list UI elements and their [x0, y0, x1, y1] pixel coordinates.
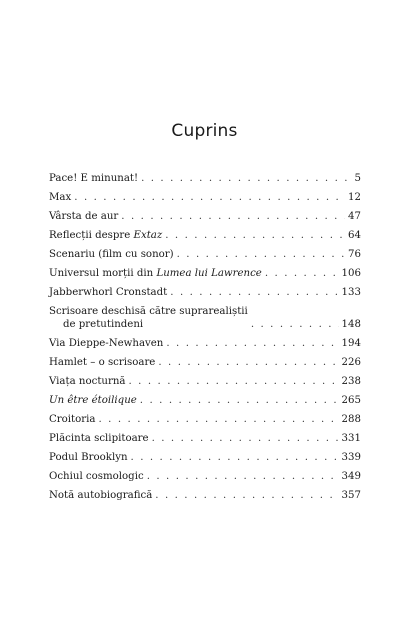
toc-page-number: 76	[348, 249, 361, 260]
toc-entry	[49, 388, 361, 407]
dot-leader	[177, 248, 345, 261]
toc-entry-title: Viața nocturnă	[49, 376, 126, 387]
dot-leader	[170, 286, 338, 299]
toc-entry	[49, 483, 361, 502]
toc-entry	[49, 299, 361, 331]
dot-leader	[128, 375, 338, 388]
toc-entry-title: Un être étoilique	[49, 395, 137, 406]
dot-leader	[155, 489, 338, 502]
toc-page-number: 64	[348, 230, 361, 241]
dot-leader	[158, 356, 338, 369]
toc-entry-title: Vârsta de aur	[49, 211, 119, 222]
toc-entry	[49, 369, 361, 388]
toc-page-number: 339	[341, 452, 361, 463]
toc-entry-title-line2: de pretutindeni	[63, 319, 144, 330]
dot-leader	[121, 210, 345, 223]
toc-page-number: 238	[341, 376, 361, 387]
toc-entry-title: Via Dieppe-Newhaven	[49, 338, 164, 349]
dot-leader	[140, 394, 339, 407]
dot-leader	[131, 451, 339, 464]
toc-entry-title	[49, 229, 162, 242]
dot-leader	[99, 413, 339, 426]
toc-entry-title: Notă autobiografică	[49, 490, 153, 501]
dot-leader	[147, 470, 339, 483]
toc-entry	[49, 223, 361, 242]
toc-entry-title	[49, 267, 262, 280]
toc-entry	[49, 242, 361, 261]
toc-page-number: 148	[341, 319, 361, 330]
toc-entry-title: Plăcinta sclipitoare	[49, 433, 149, 444]
toc-page-number: 5	[354, 173, 361, 184]
toc-entry-title: Max	[49, 192, 72, 203]
toc-entry-title: Croitoria	[49, 414, 96, 425]
toc-entry	[49, 261, 361, 280]
toc-entry-title: Jabberwhorl Cronstadt	[49, 287, 168, 298]
toc-entry	[49, 407, 361, 426]
dot-leader	[165, 229, 345, 242]
toc-page-number: 349	[341, 471, 361, 482]
toc-entry	[49, 464, 361, 483]
toc-entry	[49, 350, 361, 369]
toc-page-number: 12	[348, 192, 361, 203]
dot-leader	[152, 432, 339, 445]
dot-leader	[141, 172, 351, 185]
toc-page-number: 194	[341, 338, 361, 349]
dot-leader	[74, 191, 345, 204]
toc-entry	[49, 204, 361, 223]
toc-entry	[49, 166, 361, 185]
toc-entry-title: Ochiul cosmologic	[49, 471, 144, 482]
toc-entry-title: Pace! E minunat!	[49, 173, 139, 184]
toc-entry-title-text: Reflecții despre	[49, 230, 134, 241]
toc-entry	[49, 426, 361, 445]
toc-entry	[49, 331, 361, 350]
table-of-contents	[49, 166, 361, 502]
dot-leader	[251, 318, 339, 331]
toc-entry	[49, 185, 361, 204]
toc-page-number: 133	[341, 287, 361, 298]
toc-entry-title: Hamlet – o scrisoare	[49, 357, 156, 368]
toc-entry-title-line1: Scrisoare deschisă către suprarealiștii	[49, 306, 248, 317]
dot-leader	[166, 337, 338, 350]
toc-page-number: 47	[348, 211, 361, 222]
toc-entry-title: Scenariu (film cu sonor)	[49, 249, 174, 260]
toc-page-number: 331	[341, 433, 361, 444]
toc-page-number: 288	[341, 414, 361, 425]
page-title: Cuprins	[171, 121, 238, 141]
toc-page-number: 357	[341, 490, 361, 501]
toc-entry	[49, 445, 361, 464]
toc-entry-title-italic: Lumea lui Lawrence	[156, 268, 262, 279]
toc-entry-title: Podul Brooklyn	[49, 452, 128, 463]
toc-page-number: 265	[341, 395, 361, 406]
toc-entry-title-text: Universul morții din	[49, 268, 157, 279]
toc-page-number: 106	[341, 268, 361, 279]
dot-leader	[265, 267, 339, 280]
toc-page-number: 226	[341, 357, 361, 368]
toc-entry	[49, 280, 361, 299]
toc-entry-title-italic: Extaz	[133, 230, 163, 241]
toc-entry-title	[49, 305, 248, 331]
